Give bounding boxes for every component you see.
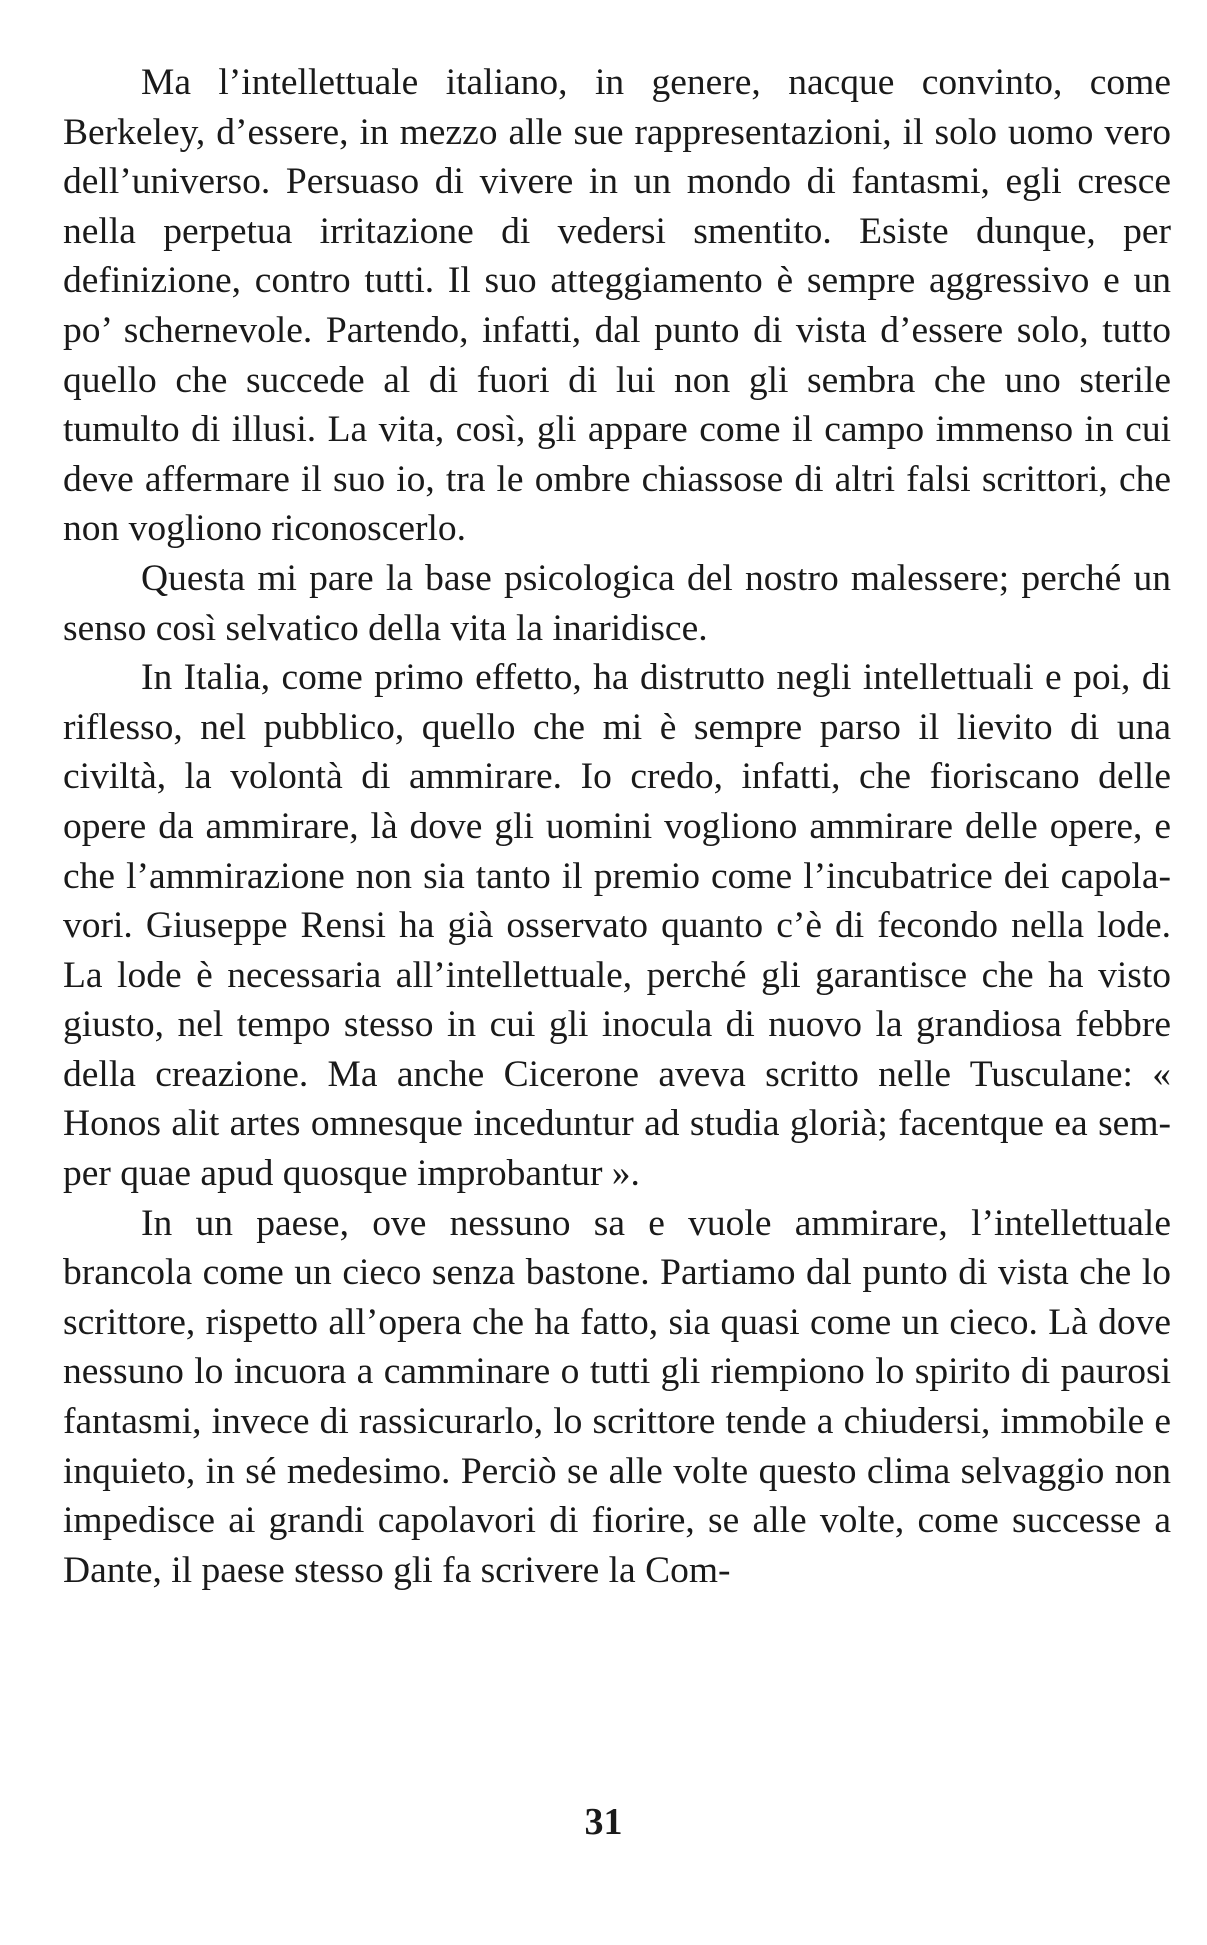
paragraph-2: Questa mi pare la base psicologica del nostro malessere; perché un senso così selvatico della vita la inaridisce. xyxy=(63,557,1171,649)
paragraph-4: In un paese, ove nessuno sa e vuole ammirare, l’intellettuale brancola come un cieco senza bastone. Partiamo dal punto di vista che lo scrittore, rispetto all’opera che ha fatto, sia quasi come un cieco. Là dove nessuno lo incuora a camminare o tutti gli riempiono lo spirito di paurosi fantasmi, invece di rassicurarlo, lo scrittore tende a chiudersi, immobile e inquieto, in sé medesimo. Perciò se alle volte questo clima selvaggio non impedisce ai grandi capolavori di fiorire, se alle volte, come successe a Dante, il paese stesso gli fa scrivere la Com- xyxy=(63,1202,1171,1591)
page-number: 31 xyxy=(584,1801,623,1843)
paragraph-3: In Italia, come primo effetto, ha distrutto negli intellettuali e poi, di riflesso, nel pubblico, quello che mi è sempre parso il lievito di una civiltà, la volontà di ammirare. Io credo, infatti, che fioriscano delle opere da ammirare, là dove gli uomini vogliono ammirare delle opere, e che l’ammirazione non sia tanto il premio come l’incubatrice dei capolavori. Giuseppe Rensi ha già osservato quanto c’è di fecondo nella lode. La lode è necessaria all’intellettuale, perché gli garantisce che ha visto giusto, nel tempo stesso in cui gli inocula di nuovo la grandiosa febbre della creazione. Ma anche Cicerone aveva scritto nelle Tusculane: « Honos alit artes omnesque inceduntur ad studia glorià; facentque ea semper quae apud quosque improbantur ». xyxy=(63,657,1171,1195)
paragraph-1: Ma l’intellettuale italiano, in genere, nacque convinto, come Berkeley, d’essere, in mezzo alle sue rappresentazioni, il solo uomo vero dell’universo. Persuaso di vivere in un mondo di fantasmi, egli cresce nella perpetua irritazione di vedersi smentito. Esiste dunque, per definizione, contro tutti. Il suo atteggiamento è sempre aggressivo e un po’ schernevole. Partendo, infatti, dal punto di vista d’essere solo, tutto quello che succede al di fuori di lui non gli sembra che uno sterile tumulto di illusi. La vita, così, gli appare come il campo immenso in cui deve affermare il suo io, tra le ombre chiassose di altri falsi scrittori, che non vogliono riconoscerlo. xyxy=(63,62,1171,550)
body-text xyxy=(63,58,1171,1595)
